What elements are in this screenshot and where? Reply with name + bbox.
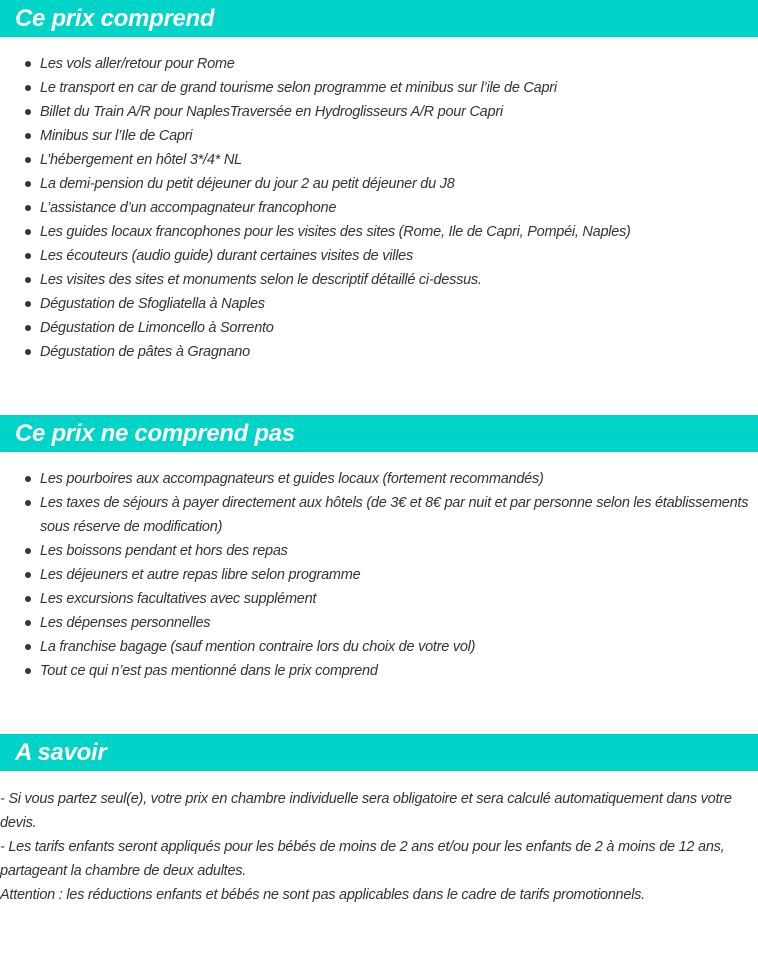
excluded-item: Les taxes de séjours à payer directement aux hôtels (de 3€ et 8€ par nuit et par personne selon les établissements sous réserve de modification)	[0, 491, 758, 539]
included-item: Les vols aller/retour pour Rome	[0, 52, 758, 76]
included-item: Les visites des sites et monuments selon le descriptif détaillé ci-dessus.	[0, 268, 758, 292]
included-item: Minibus sur l’Ile de Capri	[0, 124, 758, 148]
included-item: Le transport en car de grand tourisme selon programme et minibus sur l’ile de Capri	[0, 76, 758, 100]
excluded-item: Tout ce qui n’est pas mentionné dans le prix comprend	[0, 659, 758, 683]
excluded-item: Les dépenses personnelles	[0, 611, 758, 635]
included-list	[0, 52, 758, 364]
included-item: Les guides locaux francophones pour les visites des sites (Rome, Ile de Capri, Pompéi, Naples)	[0, 220, 758, 244]
included-item: Billet du Train A/R pour NaplesTraversée en Hydroglisseurs A/R pour Capri	[0, 100, 758, 124]
included-item: Dégustation de pâtes à Gragnano	[0, 340, 758, 364]
included-item: La demi-pension du petit déjeuner du jour 2 au petit déjeuner du J8	[0, 172, 758, 196]
excluded-list	[0, 467, 758, 683]
excluded-item: Les déjeuners et autre repas libre selon programme	[0, 563, 758, 587]
excluded-item: Les boissons pendant et hors des repas	[0, 539, 758, 563]
included-item: Les écouteurs (audio guide) durant certaines visites de villes	[0, 244, 758, 268]
included-item: L’assistance d’un accompagnateur francophone	[0, 196, 758, 220]
included-item: L’hébergement en hôtel 3*/4* NL	[0, 148, 758, 172]
included-section-title: Ce prix comprend	[0, 0, 758, 37]
savoir-line: - Si vous partez seul(e), votre prix en chambre individuelle sera obligatoire et sera calculé automatiquement dans votre devis.	[0, 791, 732, 831]
savoir-section-title: A savoir	[0, 734, 758, 771]
savoir-text	[0, 787, 756, 907]
savoir-line: - Les tarifs enfants seront appliqués pour les bébés de moins de 2 ans et/ou pour les enfants de 2 à moins de 12 ans, partageant la chambre de deux adultes.	[0, 839, 725, 879]
excluded-item: Les pourboires aux accompagnateurs et guides locaux (fortement recommandés)	[0, 467, 758, 491]
savoir-line: Attention : les réductions enfants et bébés ne sont pas applicables dans le cadre de tarifs promotionnels.	[0, 887, 645, 903]
excluded-item: Les excursions facultatives avec supplément	[0, 587, 758, 611]
included-item: Dégustation de Limoncello à Sorrento	[0, 316, 758, 340]
included-item: Dégustation de Sfogliatella à Naples	[0, 292, 758, 316]
excluded-item: La franchise bagage (sauf mention contraire lors du choix de votre vol)	[0, 635, 758, 659]
excluded-section-title: Ce prix ne comprend pas	[0, 415, 758, 452]
